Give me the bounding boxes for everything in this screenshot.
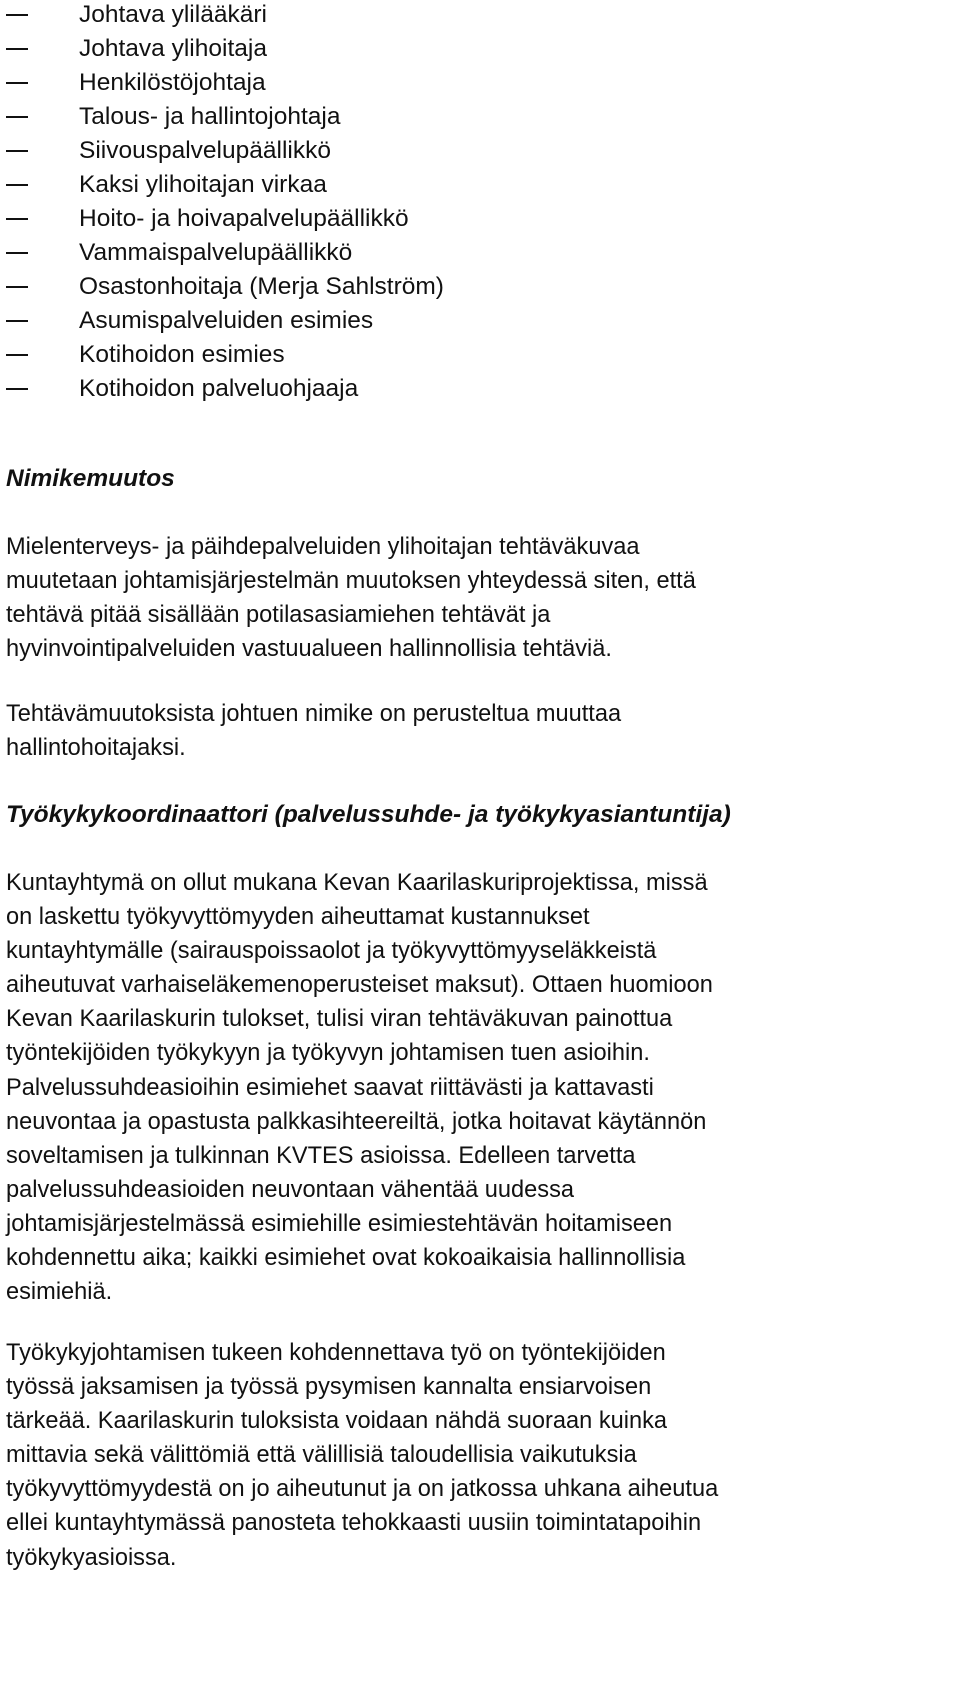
paragraph-tyokyky-background: Kuntayhtymä on ollut mukana Kevan Kaarilaskuriprojektissa, missä on laskettu työkyvyttömyyden aiheuttamat kustannukset kuntayhtymälle (sairauspoissaolot ja työkyvyttömyyseläkkeistä aiheutuvat varhaiseläkemenoperusteiset maksut). Ottaen huomioon Kevan Kaarilaskurin tulokset, tulisi viran tehtäväkuvan painottua työntekijöiden työkykyyn ja työkyvyn johtamisen tuen asioihin. Palvelussuhdeasioihin esimiehet saavat riittävästi ja kattavasti neuvontaa ja opastusta palkkasihteereiltä, jotka hoitavat käytännön soveltamisen ja tulkinnan KVTES asioissa. Edelleen tarvetta palvelussuhdeasioiden neuvontaan vähentää uudessa johtamisjärjestelmässä esimiehille esimiestehtävän hoitamiseen kohdennettu aika; kaikki esimiehet ovat kokoaikaisia hallinnollisia esimiehiä. (6, 870, 713, 1306)
dash-bullet-icon (6, 286, 28, 288)
list-item-label: Kotihoidon esimies (79, 341, 285, 368)
dash-bullet-icon (6, 320, 28, 322)
list-item-label: Kaksi ylihoitajan virkaa (79, 171, 327, 198)
list-item-label: Vammaispalvelupäällikkö (79, 239, 353, 266)
dash-bullet-icon (6, 150, 28, 152)
list-item-label: Asumispalveluiden esimies (79, 307, 374, 334)
section-heading-nimikemuutos: Nimikemuutos (6, 465, 175, 492)
dash-bullet-icon (6, 116, 28, 118)
paragraph-tyokyky-importance: Työkykyjohtamisen tukeen kohdennettava työ on työntekijöiden työssä jaksamisen ja työssä pysymisen kannalta ensiarvoisen tärkeää. Kaarilaskurin tuloksista voidaan nähdä suoraan kuinka mittavia sekä välittömiä että välillisiä taloudellisia vaikutuksia työkyvyttömyydestä on jo aiheutunut ja on jatkossa uhkana aiheutua ellei kuntayhtymässä panosteta tehokkaasti uusiin toimintatapoihin työkykyasioissa. (6, 1340, 719, 1571)
dash-bullet-icon (6, 82, 28, 84)
paragraph-nimikemuutos-description: Mielenterveys- ja päihdepalveluiden ylihoitajan tehtäväkuvaa muutetaan johtamisjärjestelmän muutoksen yhteydessä siten, että tehtävä pitää sisällään potilasasiamiehen tehtävät ja hyvinvointipalveluiden vastuualueen hallinnollisia tehtäviä. (6, 534, 696, 663)
dash-bullet-icon (6, 14, 28, 16)
paragraph-nimikemuutos-justification: Tehtävämuutoksista johtuen nimike on perusteltua muuttaa hallintohoitajaksi. (6, 701, 622, 762)
list-item-label: Johtava ylilääkäri (79, 1, 267, 28)
list-item-label: Osastonhoitaja (Merja Sahlström) (79, 273, 444, 300)
list-item-label: Hoito- ja hoivapalvelupäällikkö (79, 205, 409, 232)
dash-bullet-icon (6, 184, 28, 186)
dash-bullet-icon (6, 354, 28, 356)
list-item-label: Siivouspalvelupäällikkö (79, 137, 331, 164)
dash-bullet-icon (6, 218, 28, 220)
section-heading-tyokykykoordinaattori: Työkykykoordinaattori (palvelussuhde- ja työkykyasiantuntija) (6, 801, 731, 828)
dash-bullet-icon (6, 252, 28, 254)
list-item-label: Henkilöstöjohtaja (79, 69, 266, 96)
list-item-label: Kotihoidon palveluohjaaja (79, 375, 359, 402)
list-item-label: Johtava ylihoitaja (79, 35, 267, 62)
dash-bullet-icon (6, 388, 28, 390)
dash-bullet-icon (6, 48, 28, 50)
list-item-label: Talous- ja hallintojohtaja (79, 103, 341, 130)
